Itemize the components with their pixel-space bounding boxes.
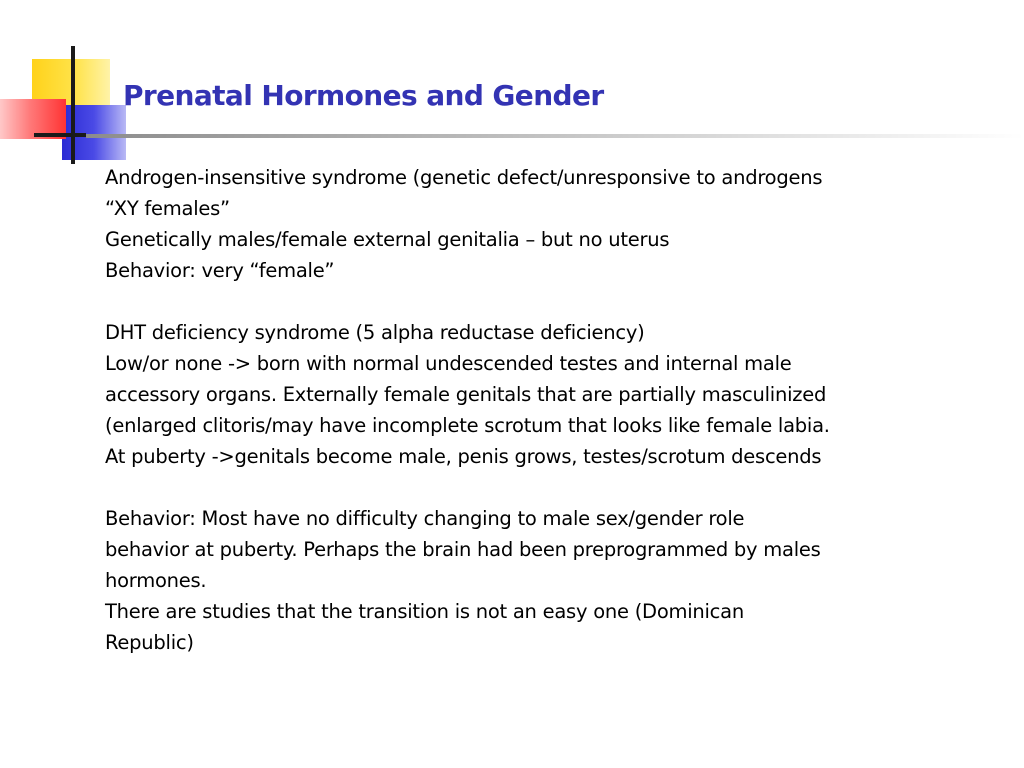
body-line: Androgen-insensitive syndrome (genetic defect/unresponsive to androgens [105,166,823,189]
body-line: behavior at puberty. Perhaps the brain had been preprogrammed by males [105,538,821,561]
horizontal-rule-decoration [34,133,86,137]
body-line: Republic) [105,631,194,654]
body-line: “XY females” [105,197,230,220]
blank-line [105,472,1010,503]
body-line: Genetically males/female external genitalia – but no uterus [105,228,670,251]
slide-title: Prenatal Hormones and Gender [123,79,604,112]
body-line: DHT deficiency syndrome (5 alpha reductase deficiency) [105,321,645,344]
body-line: At puberty ->genitals become male, penis grows, testes/scrotum descends [105,445,822,468]
corner-ornament [0,0,140,170]
vertical-rule-decoration [71,46,75,164]
body-line: Low/or none -> born with normal undescended testes and internal male [105,352,792,375]
title-underline [86,134,1024,138]
blank-line [105,286,1010,317]
body-line: Behavior: Most have no difficulty changing to male sex/gender role [105,507,745,530]
body-line: Behavior: very “female” [105,259,335,282]
body-line: There are studies that the transition is not an easy one (Dominican [105,600,744,623]
body-line: hormones. [105,569,207,592]
body-line: (enlarged clitoris/may have incomplete scrotum that looks like female labia. [105,414,830,437]
body-line: accessory organs. Externally female genitals that are partially masculinized [105,383,827,406]
slide-body [105,162,1010,658]
